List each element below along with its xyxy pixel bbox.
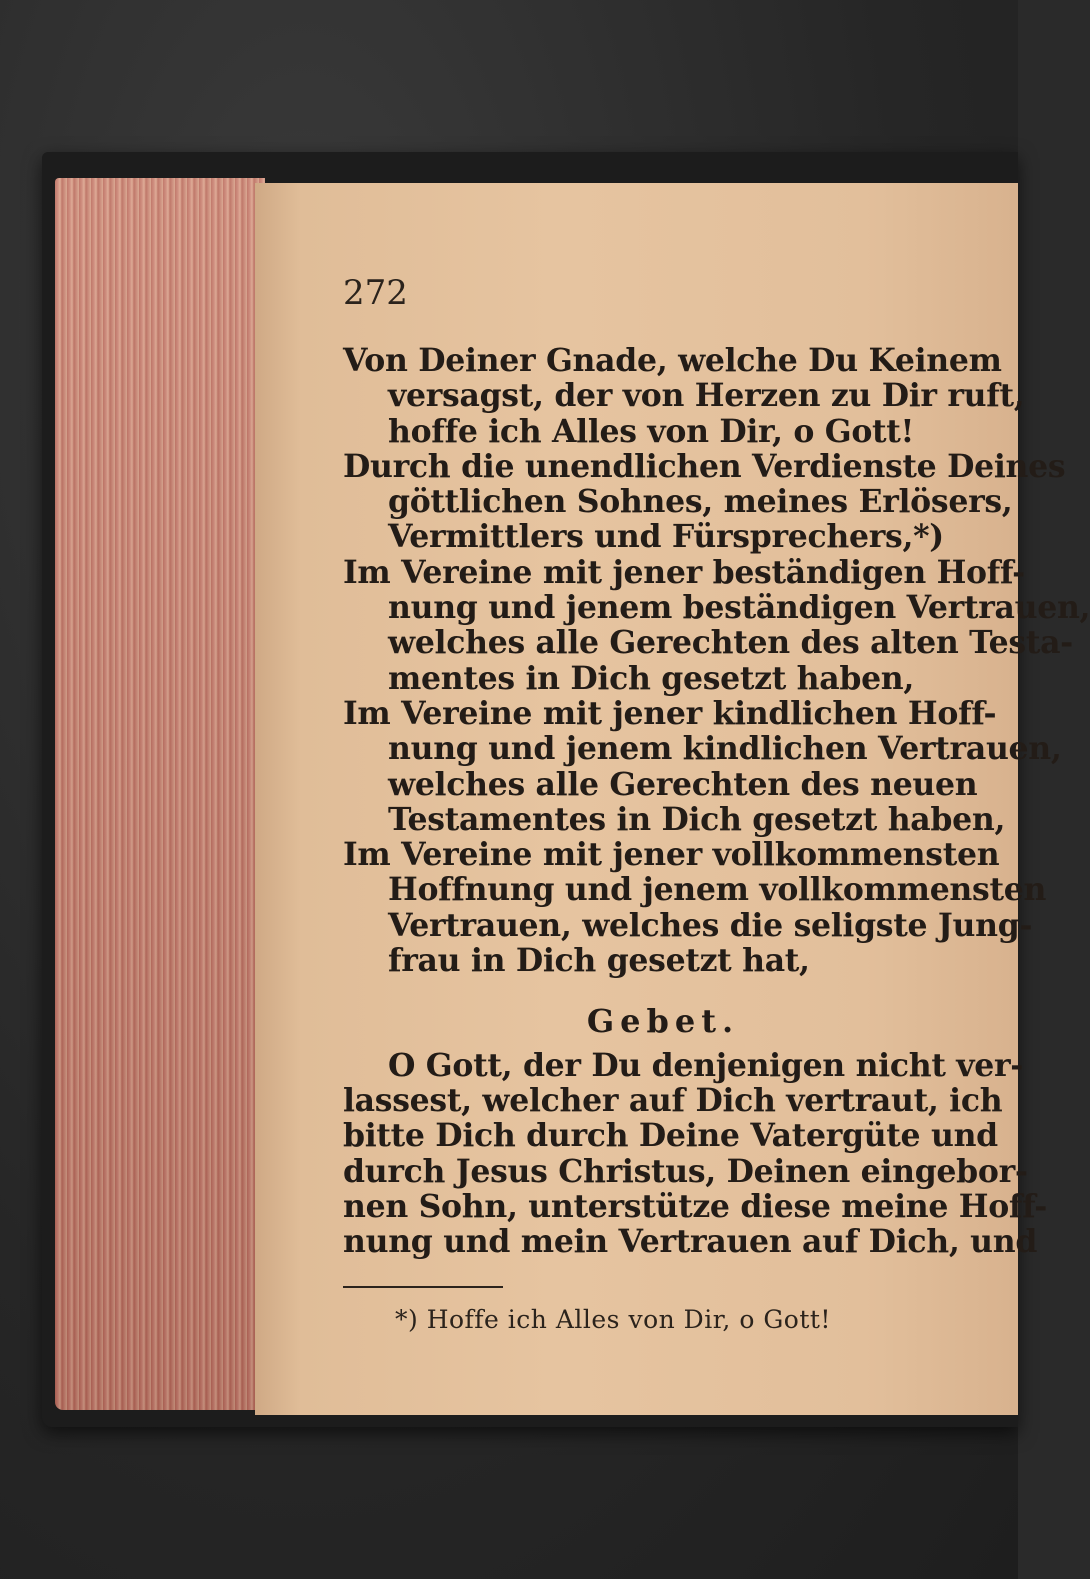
book-page [255, 183, 1090, 1415]
verse-line: hoffe ich Alles von Dir, o Gott! [388, 412, 915, 450]
verse-line: mentes in Dich gesetzt haben, [388, 659, 915, 697]
prayer-line: nen Sohn, unterstütze diese meine Hoff- [343, 1187, 1048, 1225]
prayer-heading: Gebet. [586, 1002, 740, 1041]
prayer-line: O Gott, der Du denjenigen nicht ver- [388, 1046, 1024, 1084]
verse-line: welches alle Gerechten des alten Testa- [388, 624, 1073, 662]
verse-line: Im Vereine mit jener kindlichen Hoff- [343, 694, 997, 732]
verse-5 [343, 836, 1047, 980]
footnote-divider [343, 1286, 503, 1288]
verse-line: welches alle Gerechten des neuen [388, 765, 978, 803]
verse-line: Vermittlers und Fürsprechers,*) [388, 518, 944, 556]
verse-4 [343, 694, 1062, 838]
verse-3 [343, 553, 1090, 697]
page-number: 272 [343, 273, 408, 313]
prayer-line: durch Jesus Christus, Deinen eingebor- [343, 1152, 1028, 1190]
verse-line: Testamentes in Dich gesetzt haben, [388, 800, 1006, 838]
verse-line: Vertrauen, welches die seligste Jung- [388, 906, 1033, 944]
verse-2 [343, 447, 1066, 556]
verse-line: nung und jenem kindlichen Vertrauen, [388, 730, 1062, 768]
prayer-line: lassest, welcher auf Dich vertraut, ich [343, 1081, 1003, 1119]
verse-1 [343, 342, 1025, 450]
verse-line: Im Vereine mit jener vollkommensten [343, 836, 1000, 874]
page-body [343, 342, 1090, 1261]
verse-line: göttlichen Sohnes, meines Erlösers, [388, 483, 1013, 521]
verse-line: Durch die unendlichen Verdienste Deines [343, 447, 1066, 485]
page-edges [55, 178, 265, 1410]
footnote: *) Hoffe ich Alles von Dir, o Gott! [395, 1305, 831, 1334]
prayer-text [343, 1046, 1048, 1261]
verse-line: Im Vereine mit jener beständigen Hoff- [343, 553, 1025, 591]
verse-line: Hoffnung und jenem vollkommensten [388, 871, 1047, 909]
prayer-line: bitte Dich durch Deine Vatergüte und [343, 1117, 998, 1155]
verse-line: versagst, der von Herzen zu Dir ruft, [388, 377, 1025, 415]
prayer-line: nung und mein Vertrauen auf Dich, und [343, 1223, 1038, 1261]
verse-line: Von Deiner Gnade, welche Du Keinem [343, 342, 1002, 379]
verse-line: nung und jenem beständigen Vertrauen, [388, 589, 1090, 627]
verse-line: frau in Dich gesetzt hat, [388, 942, 810, 980]
